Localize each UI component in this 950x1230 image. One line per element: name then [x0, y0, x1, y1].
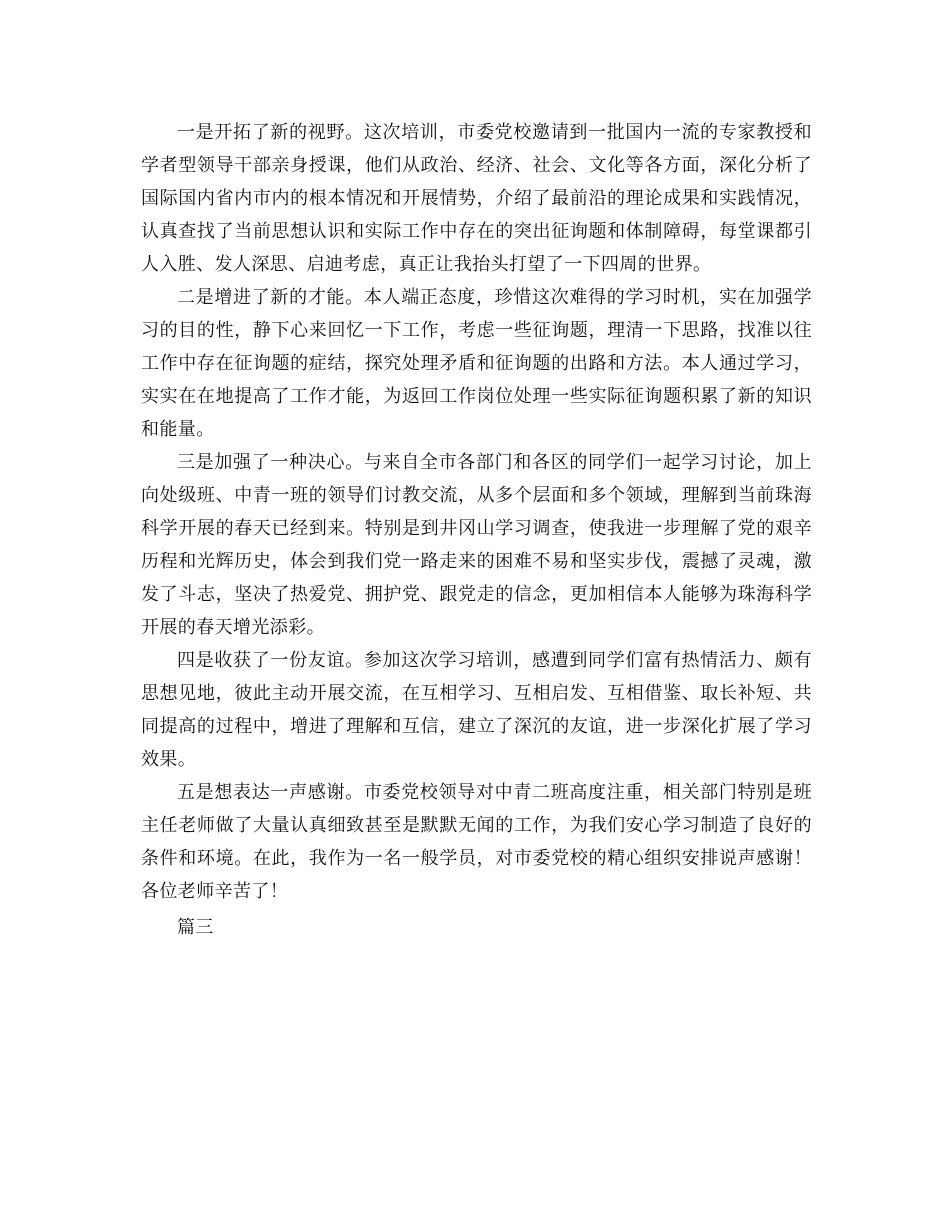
paragraph-new-vision: 一是开拓了新的视野。这次培训，市委党校邀请到一批国内一流的专家教授和学者型领导干部亲身授课，他们从政治、经济、社会、文化等各方面，深化分析了国际国内省内市内的根本情况和开展情势，介绍了最前沿的理论成果和实践情况，认真查找了当前思想认识和实际工作中存在的突出征询题和体制障碍，每堂课都引人入胜、发人深思、启迪考虑，真正让我抬头打望了一下四周的世界。 [141, 122, 812, 275]
section-heading: 篇三 [177, 917, 214, 938]
paragraph-thanks: 五是想表达一声感谢。市委党校领导对中青二班高度注重，相关部门特别是班主任老师做了大量认真细致甚至是默默无闻的工作，为我们安心学习制造了良好的条件和环境。在此，我作为一名一般学员，对市委党校的精心组织安排说声感谢！各位老师辛苦了！ [141, 782, 812, 902]
paragraph-determination: 三是加强了一种决心。与来自全市各部门和各区的同学们一起学习讨论，加上向处级班、中青一班的领导们讨教交流，从多个层面和多个领域，理解到当前珠海科学开展的春天已经到来。特别是到井冈山学习调查，使我进一步理解了党的艰辛历程和光辉历史，体会到我们党一路走来的困难不易和坚实步伐，震撼了灵魂，激发了斗志，坚决了热爱党、拥护党、跟党走的信念，更加相信本人能够为珠海科学开展的春天增光添彩。 [141, 452, 812, 638]
paragraph-friendship: 四是收获了一份友谊。参加这次学习培训，感遭到同学们富有热情活力、颇有思想见地，彼此主动开展交流，在互相学习、互相启发、互相借鉴、取长补短、共同提高的过程中，增进了理解和互信，建立了深沉的友谊，进一步深化扩展了学习效果。 [141, 650, 812, 770]
paragraph-new-ability: 二是增进了新的才能。本人端正态度，珍惜这次难得的学习时机，实在加强学习的目的性，静下心来回忆一下工作，考虑一些征询题，理清一下思路，找准以往工作中存在征询题的症结，探究处理矛盾和征询题的出路和方法。本人通过学习，实实在在地提高了工作才能，为返回工作岗位处理一些实际征询题积累了新的知识和能量。 [141, 287, 812, 440]
